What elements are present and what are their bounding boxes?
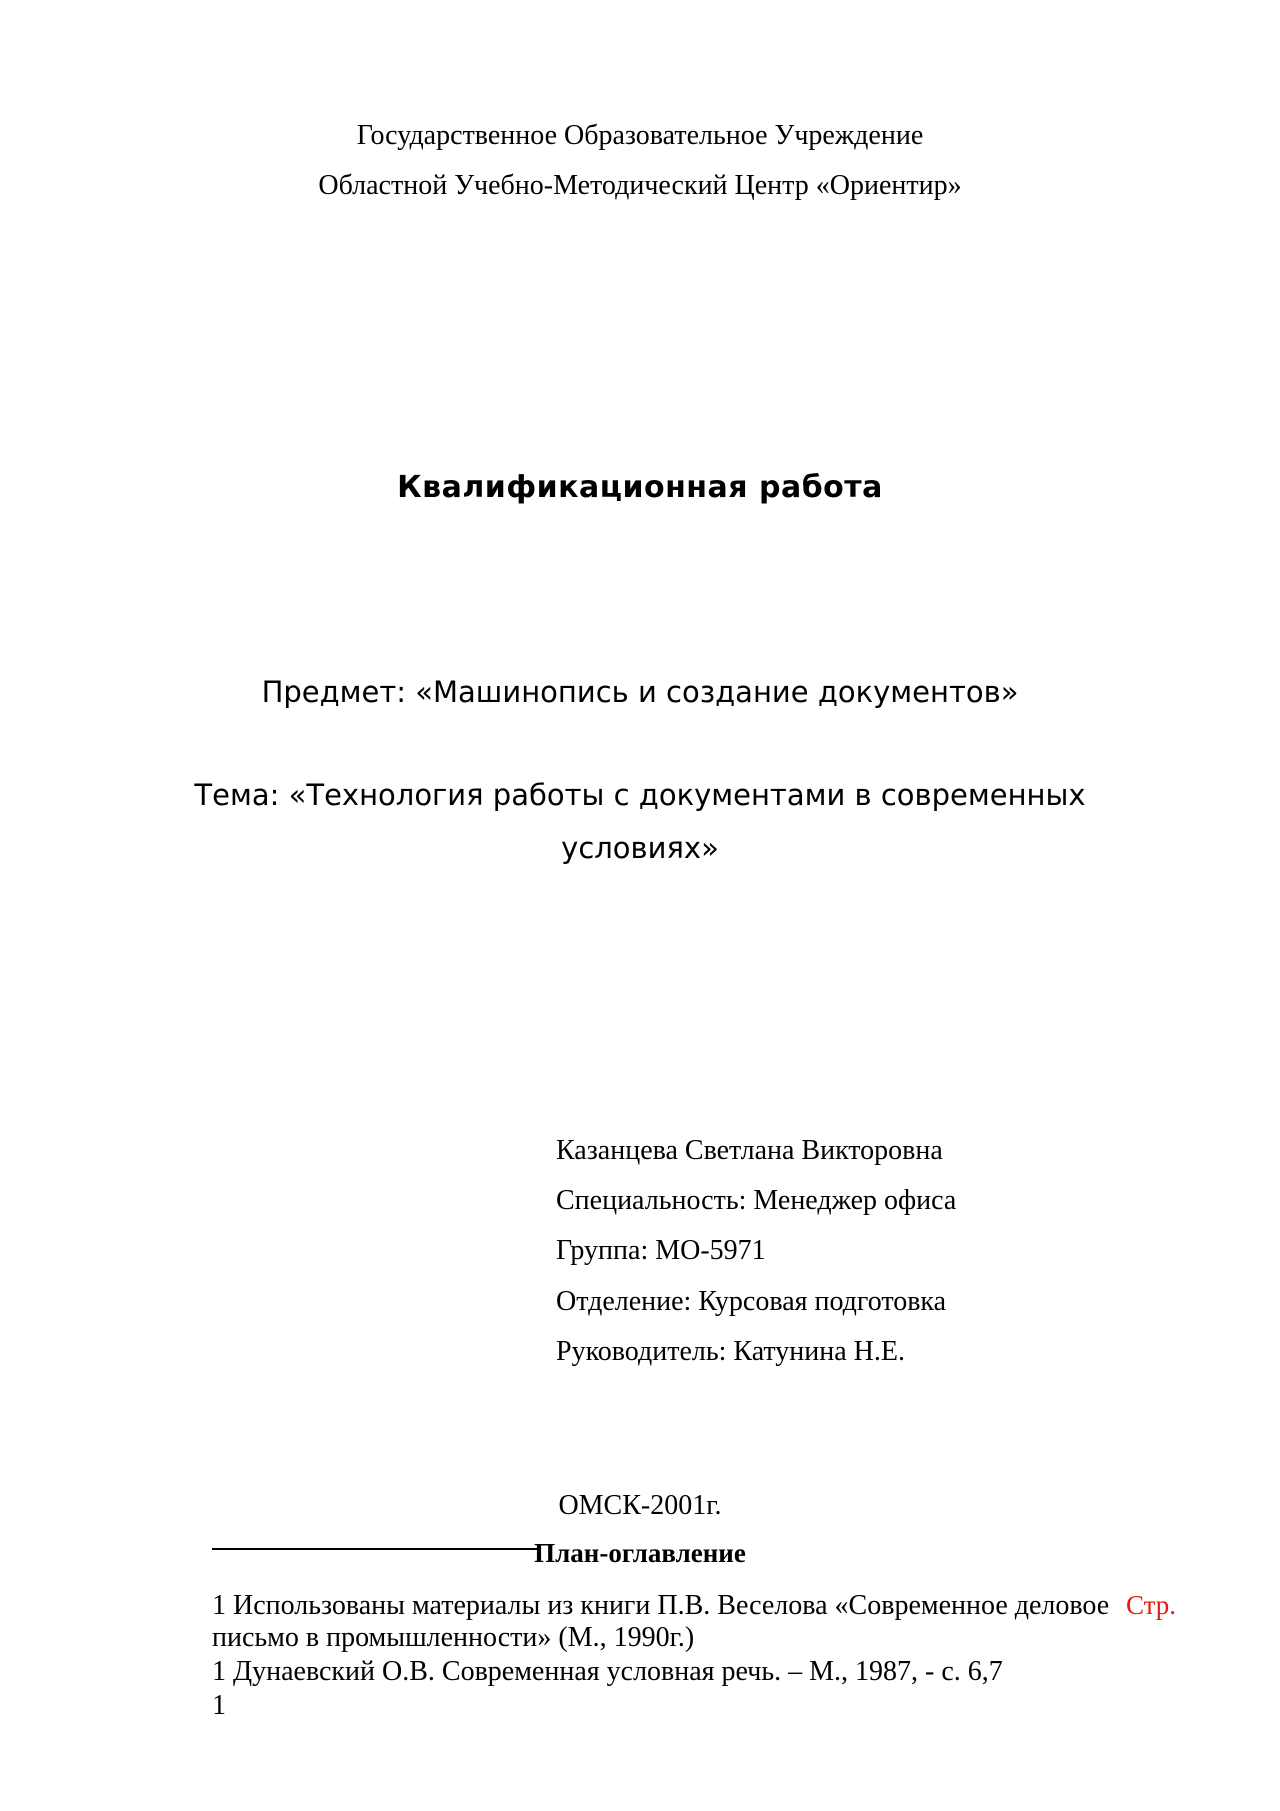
topic-line-1: Тема: «Технология работы с документами в современных bbox=[194, 778, 1086, 812]
footnote-line-3: 1 Дунаевский О.В. Современная условная речь. – М., 1987, - с. 6,7 bbox=[212, 1656, 1003, 1687]
footnote-line-1: 1 Использованы материалы из книги П.В. Веселова «Современное деловое bbox=[212, 1590, 1110, 1621]
author-group: Группа: МО-5971 bbox=[556, 1235, 766, 1266]
author-name: Казанцева Светлана Викторовна bbox=[556, 1135, 943, 1166]
author-supervisor: Руководитель: Катунина Н.Е. bbox=[556, 1336, 905, 1367]
toc-heading: План-оглавление bbox=[534, 1538, 746, 1568]
author-specialty: Специальность: Менеджер офиса bbox=[556, 1185, 957, 1216]
author-department: Отделение: Курсовая подготовка bbox=[556, 1286, 947, 1317]
toc-page-column-label: Стр. bbox=[1126, 1590, 1177, 1620]
document-title: Квалификационная работа bbox=[397, 470, 883, 505]
topic-line-2: условиях» bbox=[561, 831, 719, 865]
institution-line-2: Областной Учебно-Методический Центр «Ориентир» bbox=[318, 170, 962, 201]
city-year: ОМСК-2001г. bbox=[558, 1490, 722, 1521]
footnote-line-4: 1 bbox=[212, 1690, 226, 1721]
footnote-line-2: письмо в промышленности» (М., 1990г.) bbox=[212, 1622, 695, 1653]
institution-line-1: Государственное Образовательное Учреждение bbox=[356, 120, 924, 151]
subject-line: Предмет: «Машинопись и создание документов» bbox=[261, 675, 1019, 709]
